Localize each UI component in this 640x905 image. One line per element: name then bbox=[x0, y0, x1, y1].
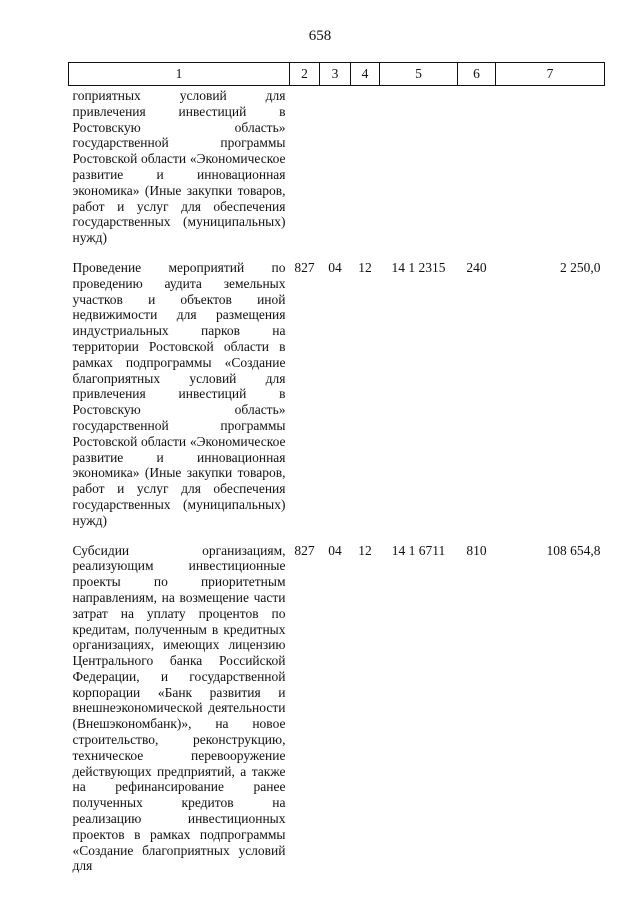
row-ministry-code: 827 bbox=[294, 259, 315, 275]
row-description: Проведение мероприятий по проведению аудита земельных участков и объектов иной недвижимости для размещения индустриальных парков на территории Ростовской области в рамках подпрограммы «Создание благоприятных условий для привлечения инвестиций в Ростовскую область» государственной программы Ростовской области «Экономическое развитие и инновационная экономика» (Иные закупки товаров, работ и услуг для обеспечения государственных (муниципальных) нужд) bbox=[72, 259, 286, 528]
page-number: 658 bbox=[308, 28, 332, 44]
column-header-1: 1 bbox=[69, 63, 290, 86]
table-body bbox=[69, 86, 605, 875]
row-section-code: 04 bbox=[328, 542, 342, 558]
row-amount bbox=[496, 86, 605, 246]
row-expense-type-code: 240 bbox=[466, 259, 487, 275]
table-header bbox=[69, 63, 605, 86]
table-row bbox=[69, 529, 605, 875]
column-header-4: 4 bbox=[351, 63, 380, 86]
row-target-code: 14 1 2315 bbox=[391, 259, 446, 275]
row-amount: 108 654,8 bbox=[546, 542, 601, 558]
row-subsection-code: 12 bbox=[358, 259, 372, 275]
row-target-code bbox=[380, 86, 458, 246]
column-header-2: 2 bbox=[290, 63, 320, 86]
row-target-code: 14 1 6711 bbox=[391, 542, 446, 558]
row-ministry-code bbox=[290, 86, 320, 246]
row-expense-type-code bbox=[458, 86, 496, 246]
row-section-code: 04 bbox=[328, 259, 342, 275]
column-header-3: 3 bbox=[320, 63, 351, 86]
row-amount: 2 250,0 bbox=[560, 259, 601, 275]
budget-table bbox=[68, 62, 605, 874]
row-subsection-code bbox=[351, 86, 380, 246]
row-expense-type-code: 810 bbox=[466, 542, 487, 558]
row-subsection-code: 12 bbox=[358, 542, 372, 558]
column-header-7: 7 bbox=[496, 63, 605, 86]
table-row bbox=[69, 86, 605, 246]
row-ministry-code: 827 bbox=[294, 542, 315, 558]
table-row bbox=[69, 246, 605, 529]
row-description: Субсидии организациям, реализующим инвестиционные проекты по приоритетным направлениям, на возмещение части затрат на уплату процентов по кредитам, полученным в кредитных организациях, имеющих лицензию Центрального банка Российской Федерации, и государственной корпорации «Банк развития и внешнеэкономической деятельности (Внешэкономбанк)», на новое строительство, реконструкцию, техническое перевооружение действующих предприятий, а также на рефинансирование ранее полученных кредитов на реализацию инвестиционных проектов в рамках подпрограммы «Создание благоприятных условий для bbox=[72, 542, 286, 874]
header-row bbox=[69, 63, 605, 86]
column-header-5: 5 bbox=[380, 63, 458, 86]
row-description: гоприятных условий для привлечения инвестиций в Ростовскую область» государственной программы Ростовской области «Экономическое развитие и инновационная экономика» (Иные закупки товаров, работ и услуг для обеспечения государственных (муниципальных) нужд) bbox=[72, 88, 286, 246]
column-header-6: 6 bbox=[458, 63, 496, 86]
row-section-code bbox=[320, 86, 351, 246]
